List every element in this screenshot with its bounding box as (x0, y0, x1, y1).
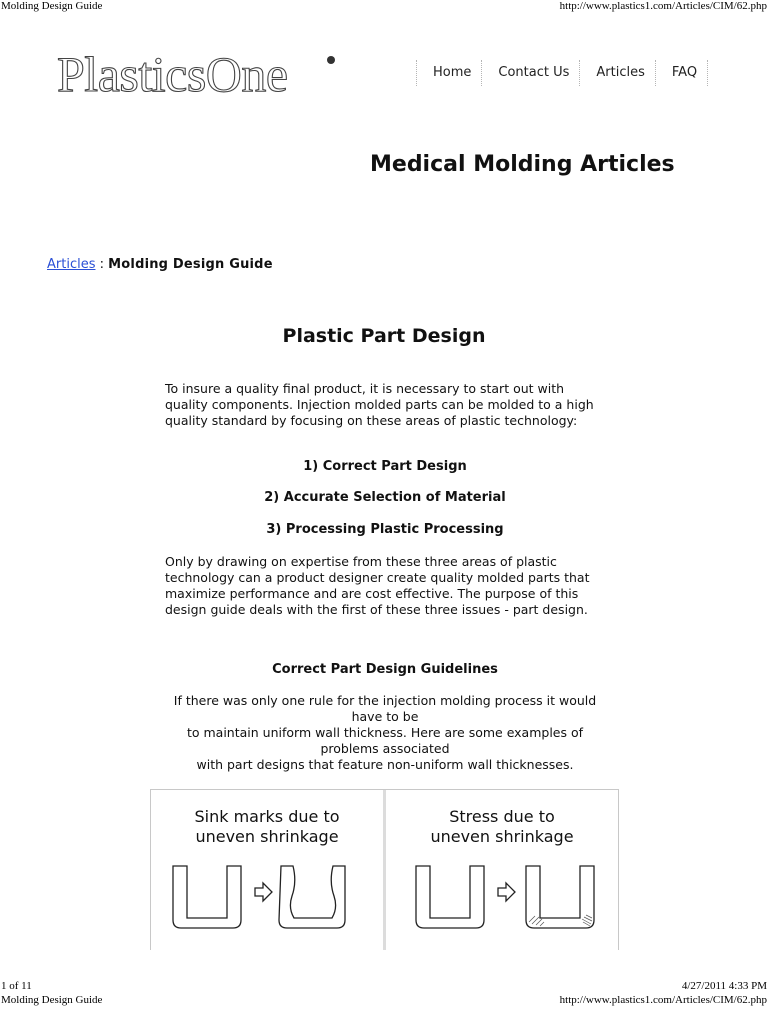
page-title: Medical Molding Articles (370, 152, 675, 177)
logo-text: PlasticsOne (57, 46, 288, 100)
area-item-3: 3) Processing Plastic Processing (266, 522, 504, 537)
sink-marks-diagram (151, 860, 373, 950)
stressed-part-shape (526, 866, 594, 928)
print-header (0, 0, 768, 14)
rule-line-1: If there was only one rule for the injection molding process it would have to be (173, 693, 597, 724)
wall-thickness-figure (150, 789, 619, 950)
breadcrumb-separator: : (95, 257, 109, 272)
breadcrumb-articles-link[interactable]: Articles (47, 257, 96, 272)
nav-faq[interactable]: FAQ (662, 60, 708, 86)
nav-home[interactable]: Home (417, 60, 482, 86)
article-title: Plastic Part Design (282, 325, 486, 347)
stress-panel (383, 790, 618, 950)
area-item-2: 2) Accurate Selection of Material (264, 490, 506, 505)
nav-contact-us[interactable]: Contact Us (488, 60, 580, 86)
sink-part-shape (279, 866, 345, 928)
rule-line-2: to maintain uniform wall thickness. Here are some examples of problems associated (186, 725, 584, 756)
main-nav (416, 60, 708, 86)
sink-marks-panel (151, 790, 383, 950)
print-header-title: Molding Design Guide (1, 0, 103, 12)
intro-paragraph: To insure a quality final product, it is necessary to start out with quality components. Injection molded parts can be molded to a high quality standard by focusing on these areas of plastic technology: (165, 381, 594, 428)
guidelines-heading: Correct Part Design Guidelines (272, 662, 498, 677)
followup-paragraph: Only by drawing on expertise from these three areas of plastic technology can a product designer create quality molded parts that maximize performance and are cost effective. The purpose of this design guide deals with the first of these three issues - part design. (165, 554, 590, 617)
plasticsone-logo[interactable] (55, 45, 345, 100)
area-item-1: 1) Correct Part Design (303, 459, 467, 474)
arrow-right-icon (255, 883, 272, 901)
uniform-wall-rule (165, 693, 605, 773)
footer-page-count: 1 of 11 (1, 980, 32, 992)
rule-line-3: with part designs that feature non-uniform wall thicknesses. (196, 757, 574, 772)
print-header-url: http://www.plastics1.com/Articles/CIM/62.php (559, 0, 767, 12)
footer-title: Molding Design Guide (1, 994, 103, 1006)
footer-url: http://www.plastics1.com/Articles/CIM/62.php (559, 994, 767, 1006)
breadcrumb-current: Molding Design Guide (108, 257, 273, 272)
uniform-part-shape (416, 866, 484, 928)
arrow-right-icon (498, 883, 515, 901)
stress-diagram (386, 860, 628, 950)
logo-dot-icon (327, 56, 335, 64)
sink-marks-title: Sink marks due to uneven shrinkage (194, 807, 340, 846)
stress-hatching (529, 915, 592, 926)
nav-articles[interactable]: Articles (586, 60, 655, 86)
breadcrumb (47, 257, 273, 272)
uniform-part-shape (173, 866, 241, 928)
footer-datetime: 4/27/2011 4:33 PM (681, 980, 767, 992)
stress-title: Stress due to uneven shrinkage (430, 807, 574, 846)
print-footer (0, 980, 768, 1020)
